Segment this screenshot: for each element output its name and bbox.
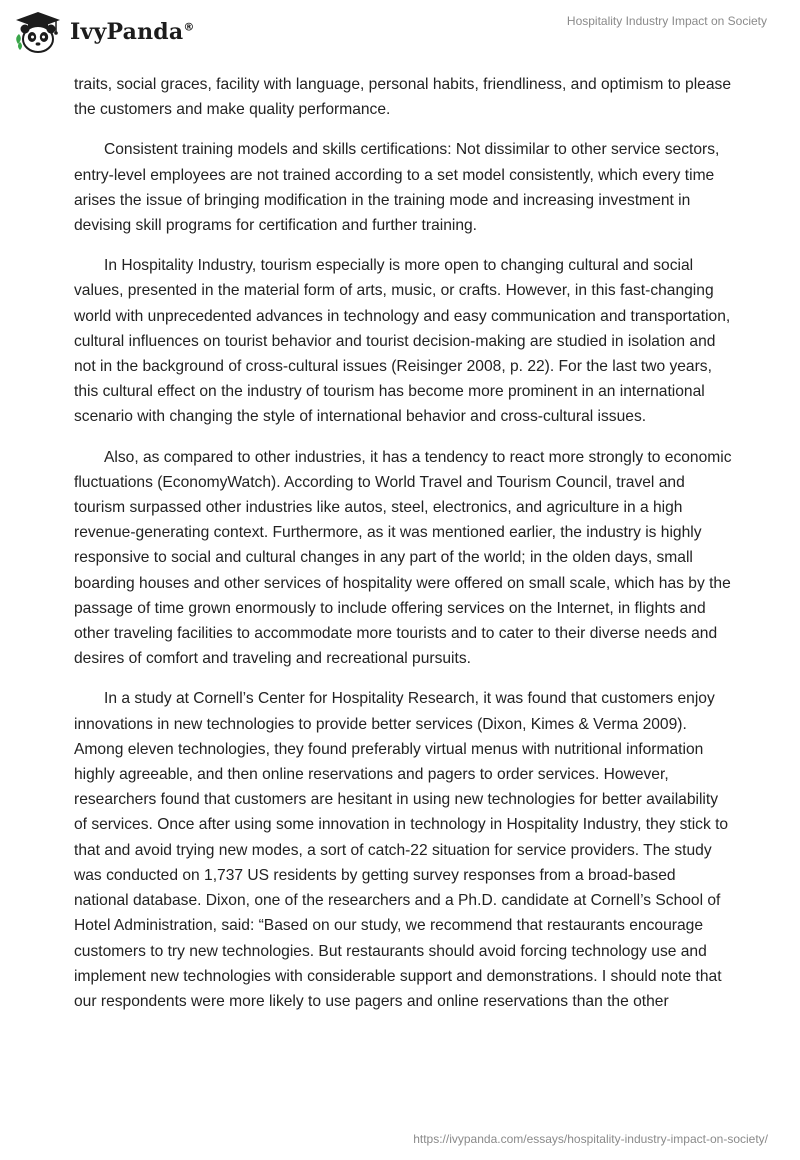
brand-name: IvyPanda® <box>70 19 195 45</box>
paragraph: In Hospitality Industry, tourism especially is more open to changing cultural and social values, presented in the material form of arts, music, or crafts. However, in this fast-changing world with unprecedented advances in technology and easy communication and transportation, cultural influences on tourist behavior and tourist decision-making are studied in isolation and not in the background of cross-cultural issues (Reisinger 2008, p. 22). For the last two years, this cultural effect on the industry of tourism has become more prominent in an international scenario with changing the style of international behavior and cross-cultural issues. <box>74 257 731 426</box>
brand-logo[interactable] <box>14 8 195 56</box>
essay-body <box>74 72 734 1029</box>
panda-graduation-cap-icon <box>14 10 62 54</box>
paragraph: Consistent training models and skills certifications: Not dissimilar to other service sectors, entry-level employees are not trained according to a set model consistently, which every time arises the issue of bringing modification in the training mode and increasing investment in devising skill programs for certification and further training. <box>74 141 720 235</box>
paragraph: Also, as compared to other industries, it has a tendency to react more strongly to economic fluctuations (EconomyWatch). According to World Travel and Tourism Council, travel and tourism surpassed other industries like autos, steel, electronics, and agriculture in a high revenue-generating context. Furthermore, as it was mentioned earlier, the industry is highly responsive to social and cultural changes in any part of the world; in the olden days, small boarding houses and other services of hospitality were offered on small scale, which has by the passage of time grown enormously to include offering services on the Internet, in flights and other traveling facilities to accommodate more tourists and to cater to their diverse needs and desires of comfort and traveling and recreational pursuits. <box>74 448 732 668</box>
document-title: Hospitality Industry Impact on Society <box>566 14 767 28</box>
page-header <box>0 0 800 62</box>
paragraph: In a study at Cornell’s Center for Hospitality Research, it was found that customers enjoy innovations in new technologies to provide better services (Dixon, Kimes & Verma 2009). Among eleven technologies, they found preferably virtual menus with nutritional information highly agreeable, and then online reservations and pagers to order services. However, researchers found that customers are hesitant in using new technologies for better availability of services. Once after using some innovation in technology in Hospitality Industry, they stick to that and avoid trying new modes, a sort of catch-22 situation for service providers. The study was conducted on 1,737 US residents by getting survey responses from a broad-based national database. Dixon, one of the researchers and a Ph.D. candidate at Cornell’s School of Hotel Administration, said: “Based on our study, we recommend that restaurants encourage customers to try new technologies. But restaurants should avoid forcing technology use and implement new technologies with considerable support and demonstrations. I should note that our respondents were more likely to use pagers and online reservations than the other <box>74 690 729 1010</box>
paragraph: traits, social graces, facility with language, personal habits, friendliness, and optimism to please the customers and make quality performance. <box>74 76 732 119</box>
source-url-link[interactable]: https://ivypanda.com/essays/hospitality-industry-impact-on-society/ <box>413 1132 768 1146</box>
